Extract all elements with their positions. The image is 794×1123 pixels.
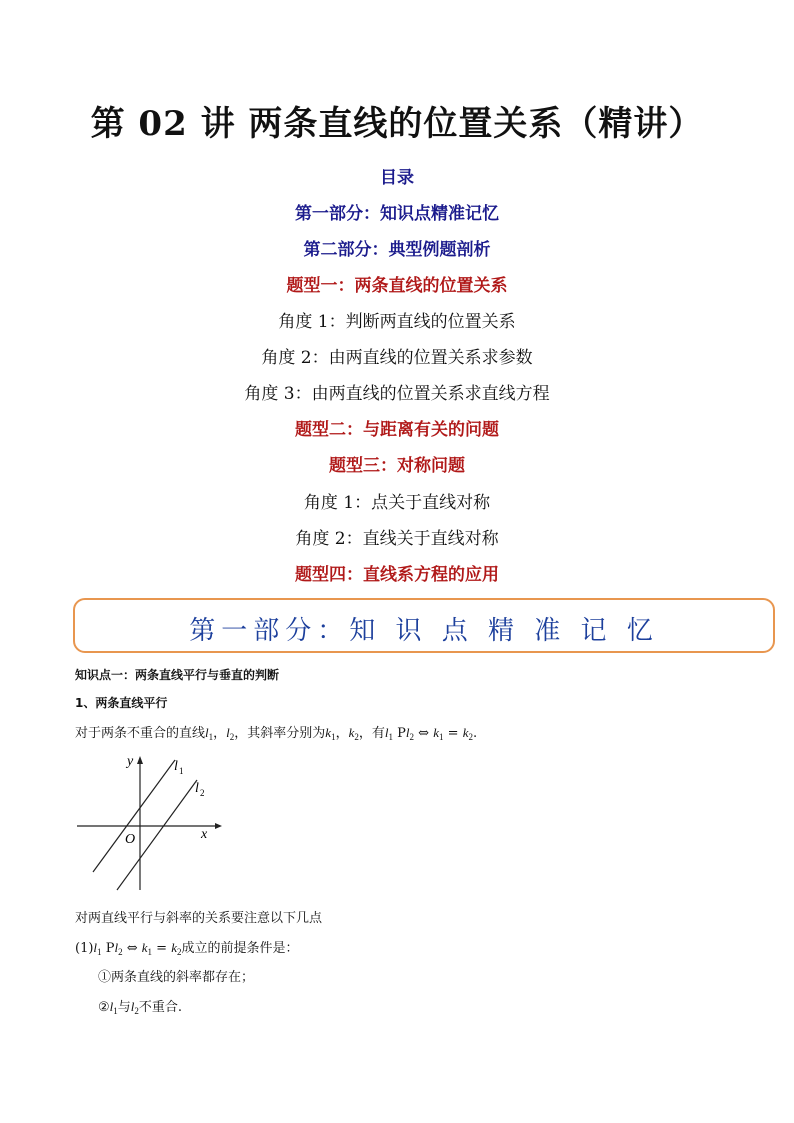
condition-2: $②l_1$与$l_2$不重合. (98, 999, 183, 1016)
toc-item[interactable]: 第二部分：典型例题剖析 (303, 240, 491, 260)
y-axis-arrow (137, 756, 143, 764)
toc-item[interactable]: 题型二：与距离有关的问题 (295, 420, 499, 440)
line-l1 (93, 760, 175, 872)
origin-label: O (125, 832, 136, 847)
toc-item[interactable]: 角度 2：直线关于直线对称 (295, 529, 499, 549)
x-axis-arrow (215, 823, 222, 829)
section-banner (73, 598, 775, 653)
toc-item[interactable]: 题型一：两条直线的位置关系 (286, 276, 508, 296)
toc-item[interactable]: 角度 3：由两直线的位置关系求直线方程 (244, 384, 550, 404)
toc-item[interactable]: 角度 2：由两直线的位置关系求参数 (261, 348, 533, 368)
parallel-statement: 对于两条不重合的直线$l_1$，$l_2$，其斜率分别为$k_1$，$k_2$，有$l_1$ $Pl_2$ ⇔ $k_1 = k_2$. (75, 725, 478, 742)
y-axis-label: y (127, 754, 134, 769)
knowledge-point-heading: 知识点一：两条直线平行与垂直的判断 (75, 668, 280, 682)
subheading: 1、两条直线平行 (75, 696, 168, 710)
toc-item[interactable]: 角度 1：判断两直线的位置关系 (278, 312, 516, 332)
toc-item[interactable]: 题型三：对称问题 (329, 456, 465, 476)
x-axis-label: x (201, 827, 208, 842)
toc-item[interactable]: 角度 1：点关于直线对称 (303, 493, 491, 513)
condition-1: ①两条直线的斜率都存在； (98, 970, 255, 985)
note-text: 对两直线平行与斜率的关系要注意以下几点 (75, 911, 323, 926)
toc-item[interactable]: 题型四：直线系方程的应用 (295, 565, 499, 585)
page-title: 第 02 讲 两条直线的位置关系（精讲） (90, 104, 704, 144)
toc-heading: 目录 (380, 168, 414, 188)
section-title: 第一部分：知 识 点 精 准 记 忆 (189, 616, 659, 646)
parallel-lines-figure (75, 752, 225, 894)
line-l1-subscript: 1 (179, 766, 184, 776)
line-l1-label: l (174, 759, 178, 774)
line-l2-label: l (195, 781, 199, 796)
line-l2-subscript: 2 (200, 788, 205, 798)
condition-statement: $(1)l_1$ $Pl_2$ ⇔ $k_1 = k_2$成立的前提条件是： (75, 940, 299, 957)
toc-item[interactable]: 第一部分：知识点精准记忆 (295, 204, 499, 224)
